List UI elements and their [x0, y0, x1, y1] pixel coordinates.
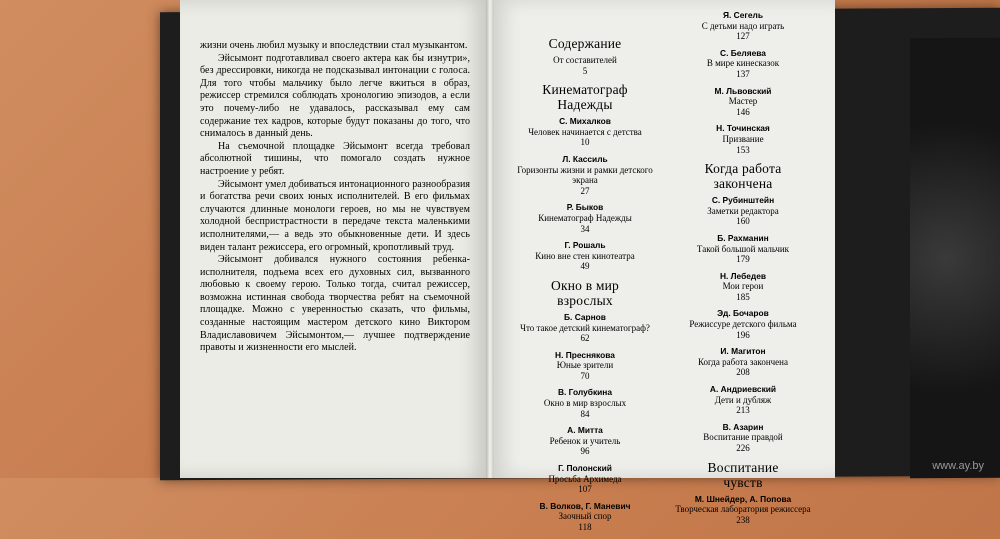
toc-section-line: Кинематограф — [542, 82, 628, 98]
toc-author: С. Михалков — [559, 116, 611, 127]
toc-entry — [505, 312, 665, 344]
cover-edge — [910, 38, 1000, 478]
paragraph: Эйсымонт подготавливал своего актера как бы изнутри», без дрессировки, никогда не подсказывал интонации с голоса. Для того чтобы мальчику было легче вжиться в образ, режиссер стремился соблюдать хронологию эпизодов, а если это почему-либо не удавалось, рассказывал ему сам содержание тех кадров, которые будут показаны до того, что снималось в данный день. — [200, 52, 470, 140]
toc-title: Мои герои — [722, 281, 764, 292]
toc-entry — [668, 494, 818, 526]
toc-title: Воспитание правдой — [703, 432, 783, 443]
paragraph: Эйсымонт умел добиваться интонационного разнообразия и богатства речи своих юных исполнителей. В его фильмах случаются длинные монологи героев, но мы не чувствуем холодной беспристрастности в передаче текста маленькими исполнителями,— а ведь это обыкновенные дети. И здесь виден талант режиссера, его огромный, кропотливый труд. — [200, 178, 470, 253]
toc-title: Просьба Архимеда — [548, 473, 622, 484]
toc-entry — [668, 346, 818, 378]
toc-page-number: 146 — [736, 106, 750, 117]
toc-page-number: 96 — [580, 446, 590, 457]
book-gutter — [486, 0, 494, 478]
toc-title: Когда работа закончена — [698, 356, 788, 367]
toc-page-number: 160 — [736, 216, 750, 227]
toc-title: Ребенок и учитель — [549, 435, 621, 446]
toc-section-title — [505, 278, 665, 308]
toc-author: Н. Точинская — [716, 123, 770, 134]
toc-title: Режиссуре детского фильма — [689, 319, 797, 330]
toc-author: Б. Сарнов — [564, 311, 606, 322]
toc-title: Что такое детский кинематограф? — [520, 322, 650, 333]
paragraph: жизни очень любил музыку и впоследствии стал музыкантом. — [200, 40, 468, 51]
paragraph: На съемочной площадке Эйсымонт всегда требовал абсолютной тишины, что помогало создать нужное настроение у ребят. — [200, 140, 470, 177]
toc-title: Юные зрители — [556, 360, 614, 371]
toc-page-number: 84 — [580, 408, 590, 419]
toc-author: А. Митта — [567, 425, 603, 436]
toc-page-number: 238 — [736, 514, 750, 525]
toc-page-number: 34 — [580, 223, 590, 234]
toc-entry — [668, 384, 818, 416]
toc-section-line: Надежды — [557, 97, 613, 113]
toc-entry — [505, 463, 665, 495]
toc-author: И. Магитон — [720, 346, 766, 357]
toc-title: Кино вне стен кинотеатра — [535, 250, 635, 261]
toc-entry — [505, 350, 665, 382]
toc-title: Окно в мир взрослых — [543, 398, 627, 409]
toc-page-number: 70 — [580, 370, 590, 381]
toc-entry — [668, 308, 818, 340]
toc-title: Горизонты жизни и рамки детского экрана — [517, 164, 653, 186]
toc-section-line: закончена — [713, 176, 773, 192]
toc-title: Призвание — [722, 133, 764, 144]
toc-author: Р. Быков — [566, 202, 604, 213]
toc-entry — [505, 425, 665, 457]
toc-entry — [668, 10, 818, 42]
toc-page-number: 196 — [736, 329, 750, 340]
toc-author: В. Голубкина — [557, 387, 613, 398]
toc-title: Творческая лаборатория режиссера — [675, 504, 811, 515]
toc-section-line: Когда работа — [704, 161, 782, 177]
toc-author: Эд. Бочаров — [717, 308, 769, 319]
toc-page-number: 10 — [580, 137, 590, 148]
watermark: www.ay.by — [932, 460, 984, 472]
toc-section-title — [505, 82, 665, 112]
toc-title: От составителей — [553, 55, 617, 65]
left-page-text — [200, 40, 470, 355]
toc-page-number: 118 — [578, 522, 592, 532]
toc-author: С. Беляева — [720, 47, 766, 58]
toc-author: Г. Рошаль — [564, 240, 606, 251]
toc-entry — [505, 501, 665, 533]
toc-title: Заочный спор — [558, 511, 612, 522]
toc-page-number: 49 — [580, 261, 590, 272]
toc-entry — [668, 48, 818, 80]
toc-entry — [668, 195, 818, 227]
toc-author: Н. Лебедев — [719, 270, 767, 281]
toc-author: А. Андриевский — [709, 384, 777, 395]
toc-entry — [668, 86, 818, 118]
toc-column-left — [505, 30, 665, 539]
toc-page-number: 179 — [736, 254, 750, 265]
toc-page-number: 185 — [736, 291, 750, 302]
toc-page-number: 27 — [580, 185, 590, 196]
toc-section-line: Окно в мир — [551, 277, 619, 293]
toc-title: В мире кинесказок — [706, 58, 780, 69]
toc-title: Такой большой мальчик — [696, 243, 790, 254]
toc-entry — [505, 116, 665, 148]
toc-heading: Содержание — [548, 36, 622, 51]
toc-title: Дети и дубляж — [714, 394, 772, 405]
toc-section-title — [668, 460, 818, 490]
toc-title: Кинематограф Надежды — [538, 212, 632, 223]
toc-entry — [668, 233, 818, 265]
toc-page-number: 213 — [736, 405, 750, 416]
toc-page-number: 127 — [736, 31, 750, 42]
toc-author: Н. Преснякова — [555, 349, 615, 360]
toc-page-number: 62 — [580, 333, 590, 344]
toc-author: В. Волков, Г. Маневич — [539, 500, 631, 511]
toc-entry — [505, 240, 665, 272]
toc-title: Человек начинается с детства — [528, 126, 642, 137]
toc-entry — [505, 55, 665, 76]
toc-entry — [668, 123, 818, 155]
toc-page-number: 153 — [736, 144, 750, 155]
toc-entry — [505, 387, 665, 419]
toc-page-number: 5 — [582, 65, 588, 76]
toc-author: С. Рубинштейн — [711, 195, 775, 206]
toc-author: Л. Кассиль — [562, 153, 608, 164]
toc-author: Б. Рахманин — [717, 232, 769, 243]
toc-entry — [505, 202, 665, 234]
toc-section-line: Воспитание — [707, 459, 779, 475]
toc-author: М. Львовский — [714, 85, 772, 96]
toc-author: Я. Сегель — [723, 10, 763, 20]
toc-page-number: 107 — [578, 484, 592, 495]
toc-entry — [668, 271, 818, 303]
toc-section-line: чувств — [723, 474, 763, 490]
toc-entry — [668, 422, 818, 454]
toc-page-number: 226 — [736, 443, 750, 453]
toc-author: Г. Полонский — [558, 463, 612, 474]
toc-author: В. Азарин — [722, 421, 764, 432]
toc-page-number: 137 — [736, 68, 750, 79]
toc-entry — [505, 154, 665, 196]
toc-title: С детьми надо играть — [701, 20, 785, 31]
toc-page-number: 208 — [736, 367, 750, 378]
toc-column-right — [668, 10, 818, 531]
toc-title: Заметки редактора — [707, 205, 779, 216]
toc-author: М. Шнейдер, А. Попова — [694, 493, 792, 504]
toc-section-line: взрослых — [557, 292, 613, 308]
paragraph: Эйсымонт добивался нужного состояния ребенка-исполнителя, подъема всех его духовных сил, вызванного любовью к своему герою. Только тогда, считал режиссер, возможна истинная свобода творчества ребят на съемочной площадке. Можно с уверенностью сказать, что фильмы, созданные настоящим мастером детского кино Виктором Владиславовичем Эйсымонтом,— лучшее подтверждение правоты и жизненности его мыслей. — [200, 254, 470, 354]
toc-title: Мастер — [728, 96, 758, 107]
toc-section-title — [668, 161, 818, 191]
